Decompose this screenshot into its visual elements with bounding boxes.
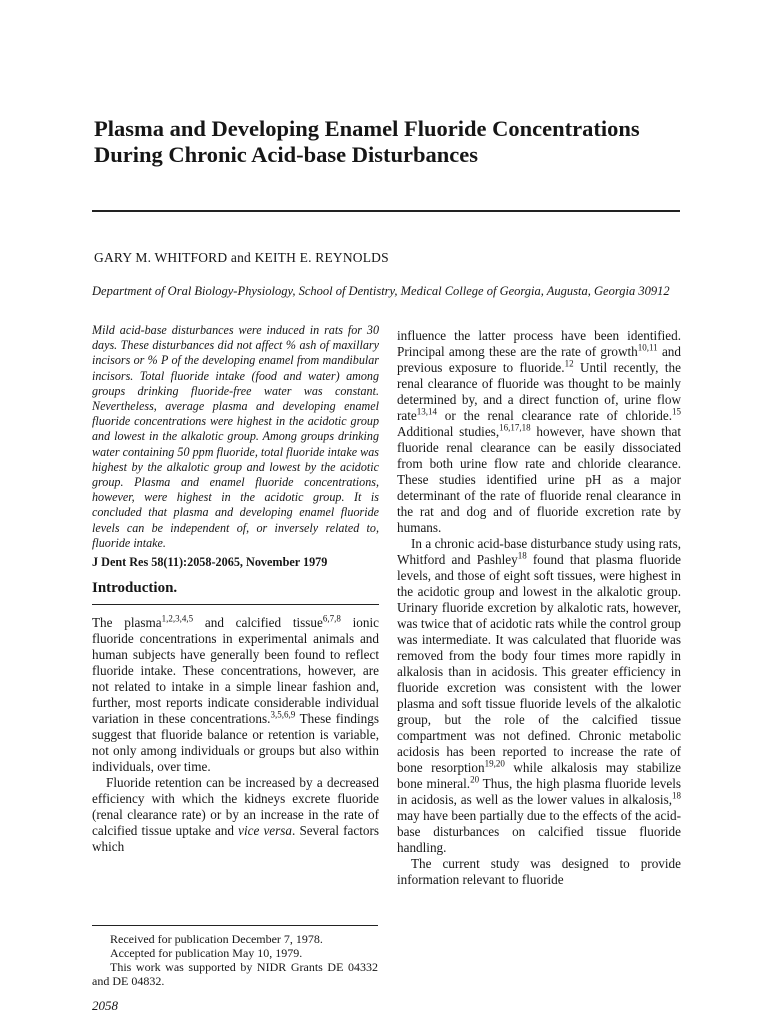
text-run: and previous exposure to fluoride. <box>397 344 681 375</box>
ref-superscript: 13,14 <box>416 406 438 417</box>
footnote-funding: This work was supported by NIDR Grants DE 04332 and DE 04832. <box>92 960 378 988</box>
footnote-received: Received for publication December 7, 1978. <box>110 932 323 946</box>
text-run: Until recently, the renal clearance of fluoride was thought to be mainly determined by, and a direct function of, urine flow rate <box>397 360 681 423</box>
footnote-accepted: Accepted for publication May 10, 1979. <box>110 946 303 960</box>
right-column <box>397 328 681 888</box>
ref-superscript: 20 <box>470 774 480 785</box>
ref-superscript: 1,2,3,4,5 <box>161 613 194 624</box>
intro-paragraph-1 <box>92 615 379 775</box>
text-run: may have been partially due to the effects of the acid-base disturbances on calcified tissue fluoride handling. <box>397 808 681 855</box>
ref-superscript: 6,7,8 <box>322 613 341 624</box>
ref-superscript: 10,11 <box>637 342 658 353</box>
citation: J Dent Res 58(11):2058-2065, November 1979 <box>92 555 328 570</box>
ref-superscript: 18 <box>672 790 681 801</box>
page-number: 2058 <box>92 998 118 1013</box>
abstract: Mild acid-base disturbances were induced in rats for 30 days. These disturbances did not affect % ash of maxillary incisors or % P of the developing enamel from mandibular incisors. Total fluoride intake (food and water) among groups drinking fluoride-free water was constant. Nevertheless, average plasma and developing enamel fluoride concentrations were highest in the acidotic group and lowest in the alkalotic group. Among groups drinking water containing 50 ppm fluoride, total fluoride intake was highest by the alkalotic group and lowest by the acidotic group. Plasma and enamel fluoride concentrations, however, were highest in the acidotic group. It is concluded that plasma and developing enamel fluoride levels can be independent of, or inversely related to, fluoride intake. <box>92 323 379 550</box>
ref-superscript: 18 <box>517 550 527 561</box>
ref-superscript: 19,20 <box>484 758 505 769</box>
text-run: while alkalosis may stabilize bone mineral. <box>397 760 681 791</box>
text-run: ionic fluoride concentrations in experimental animals and human subjects have generally been found to reflect fluoride intake. These concentrations, however, are not related to intake in a simple linear fashion and, further, most reports indicate considerable individual variation in these concentrations. <box>92 615 379 727</box>
ref-superscript: 3,5,6,9 <box>270 709 296 720</box>
text-run: In a chronic acid-base disturbance study using rats, Whitford and Pashley <box>397 536 681 567</box>
text-run: Additional studies, <box>397 424 500 439</box>
title-rule <box>92 210 680 212</box>
authors: GARY M. WHITFORD and KEITH E. REYNOLDS <box>94 250 389 265</box>
text-run: These findings suggest that fluoride balance or retention is variable, not only among individuals or groups but also within individuals, over time. <box>92 711 380 775</box>
text-run: influence the latter process have been identified. Principal among these are the rate of growth <box>397 328 681 359</box>
ref-superscript: 16,17,18 <box>499 422 531 433</box>
paper-title: Plasma and Developing Enamel Fluoride Concentrations During Chronic Acid-base Disturbances <box>94 116 640 167</box>
emphasis: vice versa <box>238 823 293 839</box>
text-run: however, have shown that fluoride renal clearance can be easily dissociated from both urine flow rate and chloride clearance. These studies identified urine pH as a major determinant of the rate of fluoride renal clearance in the rat and dog and of fluoride excretion rate by humans. <box>397 424 682 535</box>
text-run: Fluoride retention can be increased by a decreased efficiency with which the kidneys excrete fluoride (renal clearance rate) or by an increase in the rate of calcified tissue uptake and <box>92 775 379 839</box>
intro-rule <box>92 604 379 605</box>
text-run: or the renal clearance rate of chloride. <box>437 408 672 423</box>
affiliation: Department of Oral Biology-Physiology, School of Dentistry, Medical College of Georgia, Augusta, Georgia 30912 <box>92 284 670 298</box>
body-paragraph-3: The current study was designed to provide information relevant to fluoride <box>397 856 681 887</box>
ref-superscript: 15 <box>672 406 681 417</box>
text-run: found that plasma fluoride levels, and those of eight soft tissues, were highest in the acidotic group and lowest in the alkalotic group. Urinary fluoride excretion by alkalotic rats, however, was twice that of acidotic rats while the control group was intermediate. It was calculated that fluoride was removed from the body four times more rapidly in alkalosis than in acidosis. This greater efficiency in fluoride excretion was consistent with the lower plasma and soft tissue fluoride levels of the alkalotic group, but the role of the calcified tissue compartment was not defined. Chronic metabolic acidosis has been reported to increase the rate of bone resorption <box>397 552 682 775</box>
body-paragraph-1 <box>397 328 681 536</box>
footnote-rule <box>92 925 378 926</box>
left-column <box>92 323 379 855</box>
text-run: . Several factors which <box>92 823 379 855</box>
text-run: The plasma <box>92 615 162 631</box>
ref-superscript: 12 <box>564 358 574 369</box>
body-paragraph-2 <box>397 536 681 856</box>
footnotes <box>92 932 378 988</box>
intro-heading: Introduction. <box>92 580 178 597</box>
intro-paragraph-2 <box>92 775 379 855</box>
text-run: Thus, the high plasma fluoride levels in acidosis, as well as the lower values in alkalosis, <box>397 776 681 807</box>
text-run: and calcified tissue <box>193 615 323 631</box>
